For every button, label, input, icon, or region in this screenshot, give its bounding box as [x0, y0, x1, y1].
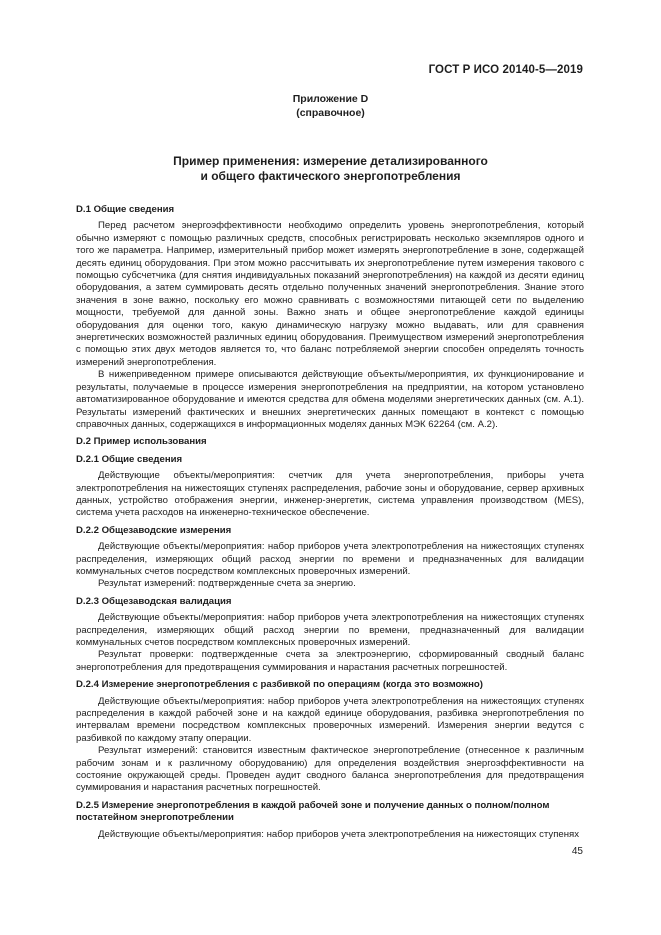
- subsection-heading: D.2.4 Измерение энергопотребления с разбивкой по операциям (когда это возможно): [76, 679, 483, 691]
- paragraph: Действующие объекты/мероприятия: набор приборов учета электропотребления на нижестоящих ступенях распределения, измеряющих общий расход энергии по времени и предназначенных для валидации коммунальных счетов посредством комплексных проверочных измерений.: [76, 541, 584, 577]
- subsection-heading: D.2.3 Общезаводская валидация: [76, 595, 232, 607]
- paragraph: Действующие объекты/мероприятия: набор приборов учета электропотребления на нижестоящих ступенях: [98, 828, 580, 840]
- title-line-2: и общего фактического энергопотребления: [200, 169, 461, 183]
- paragraph: Перед расчетом энергоэффективности необходимо определить уровень энергопотребления, который обычно измеряют с помощью различных средств, способных регистрировать несколько экземпляров одного и того же параметра. Например, измерительный прибор может измерять энергопотребление в зоне, содержащей десять единиц оборудования. При этом можно рассчитывать их энергопотребление путем измерения такового с помощью субсчетчика (для снятия индивидуальных показаний энергопотребления) на каждой из десяти единиц оборудования, а затем суммировать десять отдельно полученных значений энергопотребления. Знание этого значения в зоне важно, поскольку его можно сравнивать с возможностями питающей сети по выделению мощности, требуемой для данной зоны. Важно знать и общее энергопотребление каждой единицы оборудования для оценки того, какую динамическую нагрузку можно выдавать, или для сравнения энергетических возможностей различных единиц оборудования. Преимуществом измерений энергопотребления с помощью этих двух методов является то, что баланс потребляемой энергии способен определять точность измерений энергопотребления.: [76, 220, 584, 368]
- page-number: 45: [571, 846, 583, 857]
- appendix-label: Приложение D: [292, 93, 369, 105]
- paragraph: В нижеприведенном примере описываются действующие объекты/мероприятия, их функционирование и результаты, получаемые в процессе измерения энергопотребления на предприятии, на котором установлено автоматизированное оборудование и имеются средства для обмена моделями энергетических данных (см. А.1). Результаты измерений фактических и внешних энергетических данных помещают в контекст с помощью справочных данных, содержащихся в информационных моделях данных МЭК 62264 (см. А.2).: [76, 369, 584, 430]
- paragraph: Результат проверки: подтвержденные счета за электроэнергию, сформированный сводный баланс энергопотребления для предотвращения суммирования и нарастания расчетных погрешностей.: [76, 649, 584, 673]
- paragraph: Действующие объекты/мероприятия: счетчик для учета энергопотребления, приборы учета электропотребления на нижестоящих ступенях распределения, рабочие зоны и оборудование, сервер архивных данных, устройство отображения энергии, инженер-энергетик, система управления производством (MES), система учета расходов на инженерно-техническое обеспечение.: [76, 470, 584, 519]
- document-code: ГОСТ Р ИСО 20140-5—2019: [428, 64, 583, 76]
- paragraph: Действующие объекты/мероприятия: набор приборов учета электропотребления на нижестоящих ступенях распределения в каждой рабочей зоне и на каждой единице оборудования, разбивка энергопотребления по интервалам времени посредством комплексных проверочных измерений. Измерения энергии ведутся с разбивкой по каждому этапу операции.: [76, 695, 584, 744]
- section-heading: D.1 Общие сведения: [76, 204, 175, 215]
- paragraph: Действующие объекты/мероприятия: набор приборов учета электропотребления на нижестоящих ступенях распределения, измеряющих общий расход энергии по времени, предназначенный для валидации коммунальных счетов посредством комплексных проверочных измерений.: [76, 612, 584, 648]
- subsection-heading: D.2.1 Общие сведения: [76, 453, 183, 465]
- appendix-note: (справочное): [296, 107, 365, 119]
- appendix-title: [0, 154, 661, 184]
- paragraph: Результат измерений: становится известным фактическое энергопотребление (отнесенное к различным рабочим зонам и к различному оборудованию) для определения воздействия энергоэффективности на состояние окружающей среды. Проведен аудит сводного баланса энергопотребления для предотвращения суммирования и нарастания расчетных погрешностей.: [76, 745, 584, 794]
- section-heading: D.2 Пример использования: [76, 436, 207, 448]
- document-body: [76, 204, 584, 841]
- title-line-1: Пример применения: измерение детализированного: [173, 154, 488, 168]
- subsection-heading: D.2.5 Измерение энергопотребления в каждой рабочей зоне и получение данных о полном/полном постатейном энергопотреблении: [76, 799, 550, 824]
- subsection-heading: D.2.2 Общезаводские измерения: [76, 524, 232, 536]
- paragraph: Результат измерений: подтвержденные счета за энергию.: [98, 578, 356, 590]
